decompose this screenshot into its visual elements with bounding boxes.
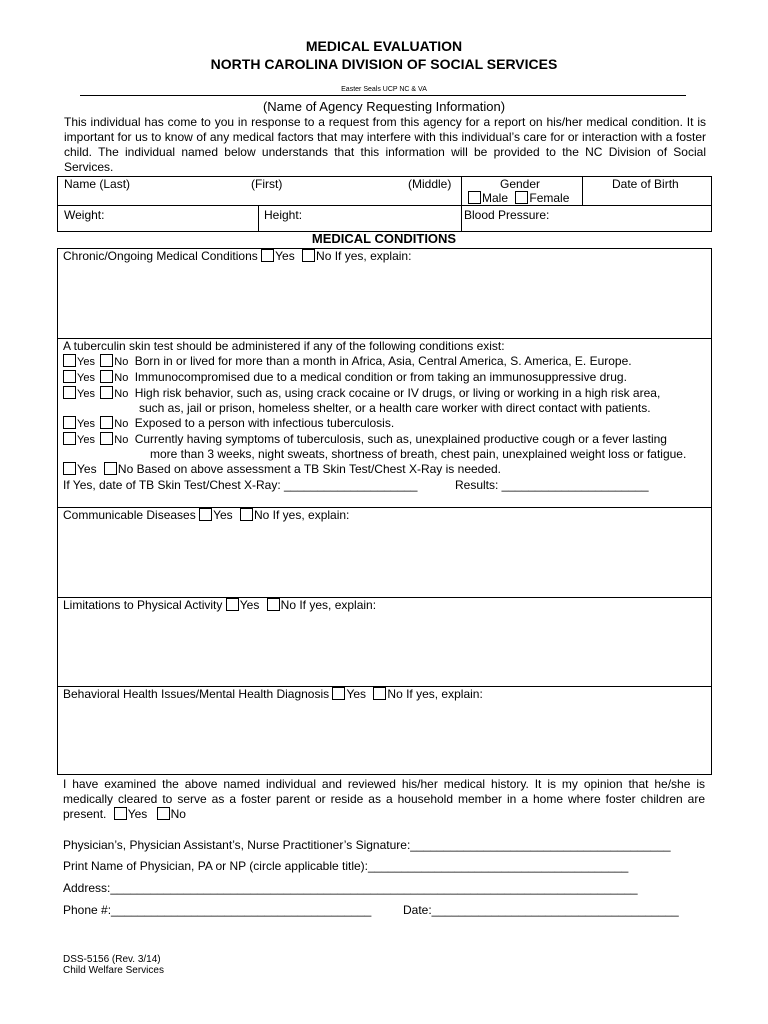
id-table-col-divider-1 — [461, 176, 462, 232]
tb-assessment — [63, 462, 501, 477]
limitations-no-checkbox[interactable] — [267, 598, 280, 611]
address-line[interactable]: Address:_______________________________________________________________________________ — [63, 881, 638, 895]
clearance-yes-checkbox[interactable] — [114, 807, 127, 820]
agency-label: (Name of Agency Requesting Information) — [262, 99, 506, 114]
tb2-no-checkbox[interactable] — [100, 370, 113, 383]
limitations-row — [63, 598, 376, 613]
tb4-text: Exposed to a person with infectious tuberculosis. — [134, 416, 395, 430]
tb-assess-no-label: No Based on above assessment a TB Skin Test/Chest X-Ray is needed. — [117, 462, 502, 476]
communicable-yes-checkbox[interactable] — [199, 508, 212, 521]
communicable-row — [63, 508, 349, 523]
behavioral-yes-label: Yes — [346, 687, 367, 701]
tb-results-line[interactable]: Results: ______________________ — [455, 478, 649, 492]
limitations-label: Limitations to Physical Activity — [63, 598, 223, 612]
male-label: Male — [482, 191, 509, 205]
name-last-label: Name (Last) — [64, 177, 131, 191]
chronic-yes-checkbox[interactable] — [261, 249, 274, 262]
tb1-yes-label: Yes — [77, 356, 95, 368]
department: Child Welfare Services — [63, 965, 164, 976]
gender-label: Gender — [500, 177, 541, 191]
limitations-yes-checkbox[interactable] — [226, 598, 239, 611]
tb-item-4 — [63, 416, 394, 432]
name-middle-label: (Middle) — [408, 177, 452, 191]
communicable-yes-label: Yes — [213, 508, 233, 522]
tb3-yes-checkbox[interactable] — [63, 386, 76, 399]
tb3-no-label: No — [114, 388, 129, 400]
id-table-col-divider-2 — [582, 176, 583, 205]
print-name-line[interactable]: Print Name of Physician, PA or NP (circle applicable title):_______________________________________ — [63, 859, 629, 873]
chronic-no-checkbox[interactable] — [302, 249, 315, 262]
tb1-yes-checkbox[interactable] — [63, 354, 76, 367]
tb3-yes-label: Yes — [77, 388, 95, 400]
chronic-yes-label: Yes — [275, 249, 295, 263]
behavioral-yes-checkbox[interactable] — [332, 687, 345, 700]
signature-line[interactable]: Physician’s, Physician Assistant’s, Nurse Practitioner’s Signature:_______________________________________ — [63, 838, 671, 852]
tb2-text: Immunocompromised due to a medical condition or from taking an immunosuppressive drug. — [134, 370, 627, 384]
tb-item-3 — [63, 386, 660, 402]
tb4-no-label: No — [114, 418, 129, 430]
tb1-no-label: No — [114, 356, 129, 368]
form-subtitle: NORTH CAROLINA DIVISION OF SOCIAL SERVICES — [210, 56, 558, 72]
agency-name: Easter Seals UCP NC & VA — [341, 86, 427, 93]
limitations-no-label: No If yes, explain: — [280, 598, 377, 612]
medical-conditions-title: MEDICAL CONDITIONS — [311, 231, 457, 246]
tb-assess-no-checkbox[interactable] — [104, 462, 117, 475]
agency-underline — [80, 95, 686, 96]
form-title: MEDICAL EVALUATION — [305, 38, 463, 54]
tb5-no-checkbox[interactable] — [100, 432, 113, 445]
name-first-label: (First) — [251, 177, 283, 191]
communicable-label: Communicable Diseases — [63, 508, 196, 522]
tb-item-1 — [63, 354, 632, 370]
tb-item-5 — [63, 432, 667, 448]
weight-label: Weight: — [64, 208, 105, 222]
clearance-yes-label: Yes — [127, 807, 148, 821]
tb-intro: A tuberculin skin test should be administered if any of the following conditions exist: — [63, 339, 505, 353]
intro-paragraph: This individual has come to you in response to a request from this agency for a report on his/her medical condition. It is important for us to know of any medical factors that may interfere with this individual’s care for or interaction with a foster child. The individual named below understands that this information will be provided to the NC Division of Social Services. — [64, 115, 706, 174]
behavioral-label: Behavioral Health Issues/Mental Health Diagnosis — [63, 687, 330, 701]
tb3-text: High risk behavior, such as, using crack cocaine or IV drugs, or living or working in a high risk area, — [134, 386, 661, 400]
female-label: Female — [529, 191, 570, 205]
tb-assess-yes-label: Yes — [77, 462, 97, 476]
clearance-paragraph — [63, 777, 705, 822]
tb-item-5-cont: more than 3 weeks, night sweats, shortness of breath, chest pain, unexplained weight loss or fatigue. — [150, 447, 687, 461]
male-checkbox[interactable] — [468, 191, 481, 204]
tb5-no-label: No — [114, 434, 129, 446]
behavioral-row — [63, 687, 483, 702]
tb4-no-checkbox[interactable] — [100, 416, 113, 429]
dob-label: Date of Birth — [612, 177, 679, 191]
behavioral-no-label: No If yes, explain: — [387, 687, 483, 701]
phone-line[interactable]: Phone #:_______________________________________ — [63, 903, 372, 917]
form-number: DSS-5156 (Rev. 3/14) — [63, 954, 161, 965]
tb5-text: Currently having symptoms of tuberculosis, such as, unexplained productive cough or a fever lasting — [134, 432, 667, 446]
id-table-col-divider-3 — [258, 205, 259, 232]
chronic-no-label: No If yes, explain: — [316, 249, 412, 263]
tb3-no-checkbox[interactable] — [100, 386, 113, 399]
tb2-yes-label: Yes — [77, 372, 95, 384]
blood-pressure-label: Blood Pressure: — [464, 208, 550, 222]
gender-options — [468, 191, 569, 206]
clearance-no-checkbox[interactable] — [157, 807, 170, 820]
chronic-row — [63, 249, 411, 264]
tb4-yes-label: Yes — [77, 418, 95, 430]
clearance-text: I have examined the above named individual and reviewed his/her medical history. It is my opinion that he/she is medically cleared to serve as a foster parent or reside as a household member in a home where foster children are present. — [63, 777, 705, 821]
height-label: Height: — [264, 208, 303, 222]
tb4-yes-checkbox[interactable] — [63, 416, 76, 429]
behavioral-no-checkbox[interactable] — [373, 687, 386, 700]
chronic-label: Chronic/Ongoing Medical Conditions — [63, 249, 258, 263]
tb1-text: Born in or lived for more than a month in Africa, Asia, Central America, S. America, E. Europe. — [134, 354, 632, 368]
tb2-no-label: No — [114, 372, 129, 384]
communicable-no-checkbox[interactable] — [240, 508, 253, 521]
tb-assess-yes-checkbox[interactable] — [63, 462, 76, 475]
communicable-no-label: No If yes, explain: — [254, 508, 350, 522]
tb5-yes-label: Yes — [77, 434, 95, 446]
id-table-divider — [57, 205, 712, 206]
female-checkbox[interactable] — [515, 191, 528, 204]
tb1-no-checkbox[interactable] — [100, 354, 113, 367]
clearance-no-label: No — [170, 807, 186, 821]
date-line[interactable]: Date:_____________________________________ — [403, 903, 679, 917]
tb5-yes-checkbox[interactable] — [63, 432, 76, 445]
limitations-yes-label: Yes — [239, 598, 260, 612]
tb2-yes-checkbox[interactable] — [63, 370, 76, 383]
tb-date-line[interactable]: If Yes, date of TB Skin Test/Chest X-Ray: ____________________ — [63, 478, 418, 492]
tb-item-3-cont: such as, jail or prison, homeless shelter, or a health care worker with direct contact with patients. — [139, 401, 651, 415]
tb-item-2 — [63, 370, 627, 386]
